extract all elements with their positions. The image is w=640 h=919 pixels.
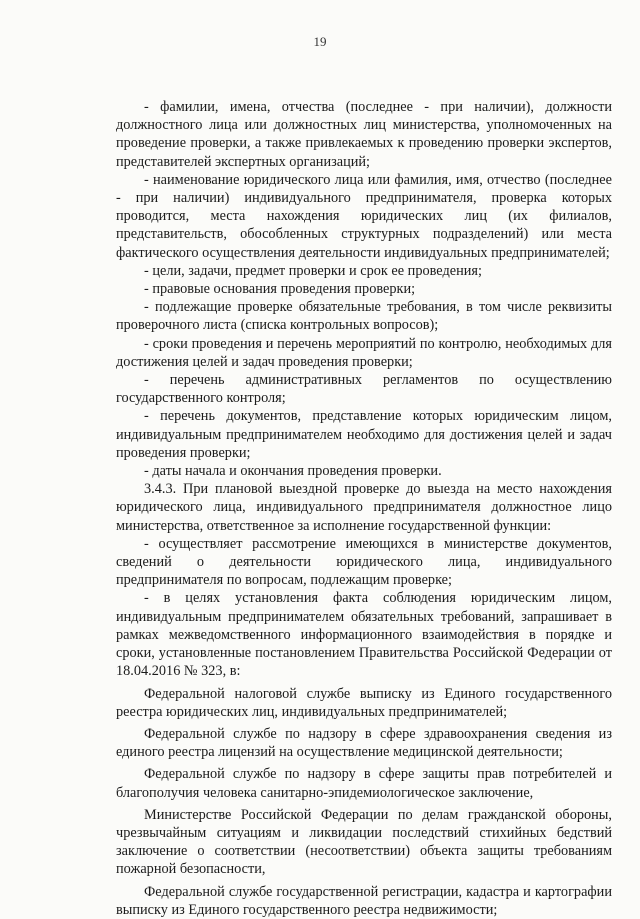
paragraph: - подлежащие проверке обязательные требования, в том числе реквизиты проверочного листа (списка контрольных вопросов); — [116, 299, 612, 334]
paragraph: - перечень документов, представление которых юридическим лицом, индивидуальным предпринимателем необходимо для достижения целей и задач проведения проверки; — [116, 408, 612, 461]
section-paragraph: 3.4.3. При плановой выездной проверке до выезда на место нахождения юридического лица, индивидуального предпринимателя должностное лицо министерства, ответственное за исполнение государственной функции: — [116, 481, 612, 534]
page-number: 19 — [313, 34, 327, 49]
paragraph: - цели, задачи, предмет проверки и срок ее проведения; — [144, 262, 482, 279]
paragraph: - наименование юридического лица или фамилия, имя, отчество (последнее - при наличии) индивидуального предпринимателя, проверка которых проводится, места нахождения юридических лиц (их филиалов, представительств, обособленных структурных подразделений) или места фактического осуществления деятельности индивидуальных предпринимателей; — [116, 171, 612, 261]
paragraph: - сроки проведения и перечень мероприятий по контролю, необходимых для достижения целей и задач проведения проверки; — [116, 335, 612, 370]
paragraph: - в целях установления факта соблюдения юридическим лицом, индивидуальным предпринимателем обязательных требований, запрашивает в рамках межведомственного информационного взаимодействия в порядке и сроки, установленные постановлением Правительства Российской Федерации от 18.04.2016 № 323, в: — [116, 590, 612, 680]
paragraph: - даты начала и окончания проведения проверки. — [144, 463, 442, 480]
paragraph: Федеральной службе по надзору в сфере защиты прав потребителей и благополучия человека санитарно-эпидемиологическое заключение, — [116, 766, 612, 801]
paragraph: - правовые основания проведения проверки; — [144, 281, 416, 298]
paragraph: - фамилии, имена, отчества (последнее - при наличии), должности должностного лица или должностных лиц министерства, уполномоченных на проведение проверки, а также привлекаемых к проведению проверки экспертов, представителей экспертных организаций; — [116, 99, 612, 170]
paragraph: Федеральной службе государственной регистрации, кадастра и картографии выписку из Единого государственного реестра недвижимости; — [116, 883, 612, 918]
paragraph: Федеральной службе по надзору в сфере здравоохранения сведения из единого реестра лицензий на осуществление медицинской деятельности; — [116, 725, 612, 761]
document-body — [116, 98, 612, 919]
paragraph: Министерстве Российской Федерации по делам гражданской обороны, чрезвычайным ситуациям и ликвидации последствий стихийных бедствий заключение о соответствии (несоответствии) объекта защиты требованиям пожарной безопасности, — [116, 806, 612, 878]
paragraph: - осуществляет рассмотрение имеющихся в министерстве документов, сведений о деятельности юридического лица, индивидуального предпринимателя по вопросам, подлежащим проверке; — [116, 535, 612, 589]
paragraph: - перечень административных регламентов по осуществлению государственного контроля; — [116, 372, 612, 407]
paragraph: Федеральной налоговой службе выписку из Единого государственного реестра юридических лиц, индивидуальных предпринимателей; — [116, 685, 612, 720]
